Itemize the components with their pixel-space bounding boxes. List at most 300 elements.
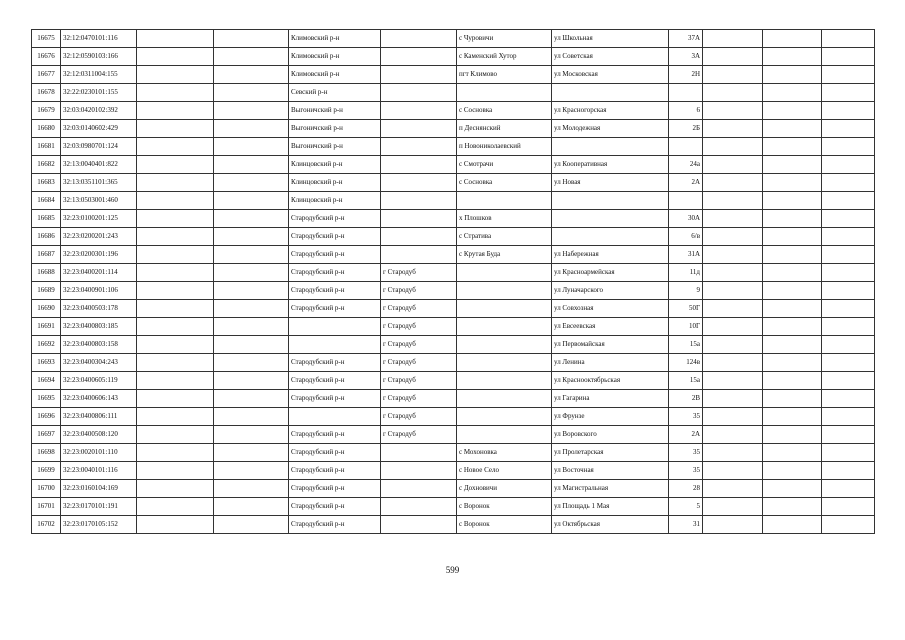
cell-empty [822, 426, 875, 444]
table-row [32, 102, 875, 120]
cell-district: Клинцовский р-н [289, 174, 381, 192]
cell-empty [763, 156, 822, 174]
cell-street: ул Советская [552, 48, 669, 66]
cell-empty [703, 156, 763, 174]
cell-cadastral-number: 32:23:0040101:116 [61, 462, 137, 480]
cell-empty [214, 48, 289, 66]
cell-district: Стародубский р-н [289, 228, 381, 246]
cell-cadastral-number: 32:03:0420102:392 [61, 102, 137, 120]
cell-empty [763, 228, 822, 246]
cell-district: Стародубский р-н [289, 354, 381, 372]
cell-empty [703, 48, 763, 66]
cell-empty [214, 336, 289, 354]
cell-number: 16681 [32, 138, 61, 156]
cell-street: ул Пролетарская [552, 444, 669, 462]
cell-cadastral-number: 32:12:0311004:155 [61, 66, 137, 84]
cell-empty [214, 390, 289, 408]
cell-empty [703, 84, 763, 102]
cell-empty [214, 318, 289, 336]
cell-cadastral-number: 32:23:0400806:111 [61, 408, 137, 426]
cell-number: 16700 [32, 480, 61, 498]
cell-number: 16691 [32, 318, 61, 336]
registry-table [31, 29, 875, 534]
cell-district: Стародубский р-н [289, 516, 381, 534]
cell-settlement [457, 408, 552, 426]
cell-cadastral-number: 32:23:0200201:243 [61, 228, 137, 246]
table-row [32, 30, 875, 48]
cell-district [289, 336, 381, 354]
cell-city: г Стародуб [381, 408, 457, 426]
page-number: 599 [445, 565, 460, 575]
cell-street [552, 192, 669, 210]
cell-empty [822, 354, 875, 372]
cell-cadastral-number: 32:03:0980701:124 [61, 138, 137, 156]
cell-empty [137, 372, 214, 390]
table-row [32, 372, 875, 390]
cell-empty [763, 192, 822, 210]
table-row [32, 300, 875, 318]
cell-number: 16692 [32, 336, 61, 354]
cell-city: г Стародуб [381, 354, 457, 372]
cell-district [289, 408, 381, 426]
table-row [32, 48, 875, 66]
cell-settlement [457, 264, 552, 282]
cell-cadastral-number: 32:23:0100201:125 [61, 210, 137, 228]
cell-cadastral-number: 32:23:0400201:114 [61, 264, 137, 282]
cell-settlement: с Стратива [457, 228, 552, 246]
cell-house: 6 [669, 102, 703, 120]
cell-settlement [457, 282, 552, 300]
cell-settlement [457, 318, 552, 336]
cell-house: 30А [669, 210, 703, 228]
cell-settlement [457, 372, 552, 390]
cell-settlement [457, 354, 552, 372]
table-row [32, 498, 875, 516]
cell-empty [703, 318, 763, 336]
cell-street: ул Первомайская [552, 336, 669, 354]
cell-house: 15а [669, 372, 703, 390]
cell-empty [822, 120, 875, 138]
cell-empty [822, 30, 875, 48]
table-row [32, 390, 875, 408]
cell-empty [703, 372, 763, 390]
table-row [32, 516, 875, 534]
cell-empty [137, 84, 214, 102]
cell-district: Климовский р-н [289, 48, 381, 66]
cell-number: 16701 [32, 498, 61, 516]
cell-number: 16676 [32, 48, 61, 66]
cell-cadastral-number: 32:13:0503001:460 [61, 192, 137, 210]
cell-street: ул Луначарского [552, 282, 669, 300]
cell-number: 16679 [32, 102, 61, 120]
cell-house: 35 [669, 462, 703, 480]
cell-house: 6/в [669, 228, 703, 246]
cell-house: 28 [669, 480, 703, 498]
cell-empty [703, 426, 763, 444]
cell-empty [822, 372, 875, 390]
cell-street: ул Кооперативная [552, 156, 669, 174]
cell-empty [214, 282, 289, 300]
cell-number: 16683 [32, 174, 61, 192]
table-row [32, 444, 875, 462]
cell-empty [137, 282, 214, 300]
cell-empty [822, 48, 875, 66]
cell-street: ул Воровского [552, 426, 669, 444]
cell-street: ул Октябрьская [552, 516, 669, 534]
cell-empty [137, 228, 214, 246]
table-row [32, 264, 875, 282]
table-row [32, 228, 875, 246]
cell-number: 16687 [32, 246, 61, 264]
cell-empty [763, 498, 822, 516]
cell-empty [763, 48, 822, 66]
cell-empty [137, 30, 214, 48]
cell-empty [137, 156, 214, 174]
cell-empty [137, 192, 214, 210]
cell-empty [822, 498, 875, 516]
cell-city [381, 228, 457, 246]
cell-settlement [457, 336, 552, 354]
cell-number: 16699 [32, 462, 61, 480]
cell-settlement: пгт Климово [457, 66, 552, 84]
cell-empty [137, 318, 214, 336]
cell-house: 10Г [669, 318, 703, 336]
cell-empty [703, 354, 763, 372]
cell-empty [763, 318, 822, 336]
cell-city [381, 462, 457, 480]
cell-empty [822, 246, 875, 264]
cell-street: ул Площадь 1 Мая [552, 498, 669, 516]
cell-cadastral-number: 32:22:0230101:155 [61, 84, 137, 102]
cell-empty [822, 228, 875, 246]
cell-empty [703, 336, 763, 354]
cell-empty [214, 354, 289, 372]
cell-cadastral-number: 32:23:0400606:143 [61, 390, 137, 408]
cell-empty [137, 300, 214, 318]
cell-district: Стародубский р-н [289, 480, 381, 498]
cell-empty [763, 282, 822, 300]
cell-empty [763, 408, 822, 426]
cell-empty [214, 426, 289, 444]
cell-empty [822, 408, 875, 426]
cell-house: 50Г [669, 300, 703, 318]
cell-city: г Стародуб [381, 318, 457, 336]
cell-city [381, 516, 457, 534]
cell-street: ул Московская [552, 66, 669, 84]
cell-street: ул Восточная [552, 462, 669, 480]
cell-number: 16688 [32, 264, 61, 282]
cell-district: Климовский р-н [289, 66, 381, 84]
cell-empty [822, 84, 875, 102]
cell-empty [703, 120, 763, 138]
cell-house: 35 [669, 408, 703, 426]
cell-cadastral-number: 32:23:0170101:191 [61, 498, 137, 516]
cell-empty [703, 174, 763, 192]
cell-empty [214, 408, 289, 426]
cell-number: 16684 [32, 192, 61, 210]
cell-house: 5 [669, 498, 703, 516]
cell-empty [763, 444, 822, 462]
cell-empty [822, 192, 875, 210]
cell-empty [214, 102, 289, 120]
cell-empty [137, 354, 214, 372]
cell-settlement: п Деснянский [457, 120, 552, 138]
table-row [32, 480, 875, 498]
cell-empty [214, 84, 289, 102]
cell-empty [763, 84, 822, 102]
cell-city [381, 102, 457, 120]
cell-cadastral-number: 32:23:0400901:106 [61, 282, 137, 300]
cell-district: Стародубский р-н [289, 498, 381, 516]
cell-district: Клинцовский р-н [289, 192, 381, 210]
cell-house: 124в [669, 354, 703, 372]
cell-empty [763, 246, 822, 264]
cell-house [669, 192, 703, 210]
table-row [32, 408, 875, 426]
cell-empty [214, 516, 289, 534]
cell-number: 16696 [32, 408, 61, 426]
cell-empty [703, 102, 763, 120]
cell-settlement: п Новониколаевский [457, 138, 552, 156]
cell-empty [763, 516, 822, 534]
cell-empty [214, 156, 289, 174]
cell-street: ул Совхозная [552, 300, 669, 318]
cell-cadastral-number: 32:23:0400508:120 [61, 426, 137, 444]
cell-empty [822, 516, 875, 534]
cell-empty [763, 390, 822, 408]
cell-empty [703, 264, 763, 282]
cell-street: ул Набережная [552, 246, 669, 264]
cell-house [669, 138, 703, 156]
cell-city [381, 66, 457, 84]
table-row [32, 426, 875, 444]
cell-number: 16678 [32, 84, 61, 102]
cell-settlement: с Крутая Буда [457, 246, 552, 264]
cell-empty [214, 30, 289, 48]
cell-cadastral-number: 32:12:0590103:166 [61, 48, 137, 66]
cell-street [552, 210, 669, 228]
cell-settlement: с Сосновка [457, 102, 552, 120]
cell-house: 2Н [669, 66, 703, 84]
cell-district [289, 318, 381, 336]
cell-empty [214, 480, 289, 498]
cell-empty [137, 210, 214, 228]
cell-district: Выгоничский р-н [289, 120, 381, 138]
cell-city: г Стародуб [381, 372, 457, 390]
cell-empty [822, 336, 875, 354]
cell-city [381, 210, 457, 228]
cell-empty [703, 462, 763, 480]
cell-number: 16693 [32, 354, 61, 372]
table-row [32, 192, 875, 210]
cell-street: ул Красногорская [552, 102, 669, 120]
cell-empty [137, 390, 214, 408]
cell-city [381, 444, 457, 462]
cell-empty [763, 66, 822, 84]
cell-city [381, 84, 457, 102]
cell-city: г Стародуб [381, 282, 457, 300]
cell-empty [214, 192, 289, 210]
cell-empty [703, 444, 763, 462]
cell-empty [763, 138, 822, 156]
cell-street: ул Фрунзе [552, 408, 669, 426]
cell-city: г Стародуб [381, 426, 457, 444]
cell-district: Стародубский р-н [289, 390, 381, 408]
cell-settlement [457, 426, 552, 444]
cell-house: 11д [669, 264, 703, 282]
cell-empty [703, 210, 763, 228]
table-row [32, 66, 875, 84]
cell-empty [822, 66, 875, 84]
cell-empty [763, 300, 822, 318]
cell-empty [763, 480, 822, 498]
cell-city: г Стародуб [381, 336, 457, 354]
cell-cadastral-number: 32:23:0200301:196 [61, 246, 137, 264]
cell-house: 2А [669, 174, 703, 192]
cell-street: ул Евсеевская [552, 318, 669, 336]
cell-empty [137, 444, 214, 462]
cell-number: 16702 [32, 516, 61, 534]
cell-empty [137, 516, 214, 534]
cell-house: 37А [669, 30, 703, 48]
registry-body [32, 30, 875, 534]
cell-settlement: х Плошков [457, 210, 552, 228]
cell-street: ул Молодежная [552, 120, 669, 138]
cell-empty [703, 480, 763, 498]
table-row [32, 174, 875, 192]
cell-empty [703, 246, 763, 264]
cell-empty [822, 174, 875, 192]
cell-empty [703, 408, 763, 426]
cell-house: 31 [669, 516, 703, 534]
cell-district: Стародубский р-н [289, 300, 381, 318]
cell-empty [763, 264, 822, 282]
cell-cadastral-number: 32:23:0160104:169 [61, 480, 137, 498]
cell-city [381, 174, 457, 192]
cell-empty [822, 480, 875, 498]
cell-number: 16698 [32, 444, 61, 462]
cell-street: ул Школьная [552, 30, 669, 48]
cell-empty [214, 228, 289, 246]
cell-city [381, 48, 457, 66]
cell-empty [137, 408, 214, 426]
cell-street: ул Красноармейская [552, 264, 669, 282]
cell-district: Стародубский р-н [289, 372, 381, 390]
cell-empty [703, 66, 763, 84]
cell-empty [214, 174, 289, 192]
cell-empty [703, 138, 763, 156]
cell-city [381, 192, 457, 210]
table-row [32, 282, 875, 300]
cell-district: Стародубский р-н [289, 426, 381, 444]
cell-empty [137, 462, 214, 480]
cell-empty [214, 372, 289, 390]
cell-district: Стародубский р-н [289, 282, 381, 300]
cell-number: 16677 [32, 66, 61, 84]
cell-empty [822, 444, 875, 462]
cell-settlement: с Мохоновка [457, 444, 552, 462]
cell-empty [214, 120, 289, 138]
cell-cadastral-number: 32:12:0470101:116 [61, 30, 137, 48]
cell-empty [763, 102, 822, 120]
cell-district: Стародубский р-н [289, 264, 381, 282]
cell-empty [214, 498, 289, 516]
cell-empty [214, 300, 289, 318]
cell-empty [763, 372, 822, 390]
table-row [32, 156, 875, 174]
cell-settlement: с Каменский Хутор [457, 48, 552, 66]
cell-cadastral-number: 32:23:0020101:110 [61, 444, 137, 462]
cell-settlement: с Воронок [457, 516, 552, 534]
cell-cadastral-number: 32:23:0170105:152 [61, 516, 137, 534]
cell-number: 16695 [32, 390, 61, 408]
cell-settlement [457, 192, 552, 210]
cell-house: 2Б [669, 120, 703, 138]
cell-empty [822, 390, 875, 408]
cell-city [381, 480, 457, 498]
table-row [32, 246, 875, 264]
cell-number: 16685 [32, 210, 61, 228]
cell-cadastral-number: 32:13:0040401:822 [61, 156, 137, 174]
cell-empty [703, 228, 763, 246]
cell-empty [214, 66, 289, 84]
table-row [32, 210, 875, 228]
cell-cadastral-number: 32:13:0351101:365 [61, 174, 137, 192]
cell-empty [703, 282, 763, 300]
cell-empty [763, 120, 822, 138]
cell-settlement: с Дохновичи [457, 480, 552, 498]
cell-empty [703, 516, 763, 534]
cell-empty [214, 462, 289, 480]
cell-house: 15а [669, 336, 703, 354]
cell-empty [214, 246, 289, 264]
cell-street [552, 228, 669, 246]
cell-number: 16697 [32, 426, 61, 444]
cell-empty [822, 318, 875, 336]
cell-street: ул Магистральная [552, 480, 669, 498]
cell-city: г Стародуб [381, 264, 457, 282]
cell-number: 16682 [32, 156, 61, 174]
cell-house: 3А [669, 48, 703, 66]
cell-empty [763, 30, 822, 48]
cell-city: г Стародуб [381, 390, 457, 408]
cell-street [552, 138, 669, 156]
cell-city [381, 246, 457, 264]
cell-empty [137, 426, 214, 444]
cell-street: ул Новая [552, 174, 669, 192]
cell-cadastral-number: 32:23:0400803:158 [61, 336, 137, 354]
cell-empty [137, 264, 214, 282]
cell-house: 24а [669, 156, 703, 174]
cell-district: Стародубский р-н [289, 246, 381, 264]
cell-empty [137, 138, 214, 156]
cell-empty [137, 498, 214, 516]
cell-house [669, 84, 703, 102]
cell-empty [703, 498, 763, 516]
cell-empty [137, 336, 214, 354]
cell-cadastral-number: 32:23:0400605:119 [61, 372, 137, 390]
cell-empty [763, 210, 822, 228]
cell-street: ул Гагарина [552, 390, 669, 408]
cell-street [552, 84, 669, 102]
cell-city [381, 498, 457, 516]
cell-empty [763, 354, 822, 372]
cell-settlement [457, 300, 552, 318]
cell-empty [822, 300, 875, 318]
cell-settlement: с Воронок [457, 498, 552, 516]
cell-settlement: с Сосновка [457, 174, 552, 192]
cell-city: г Стародуб [381, 300, 457, 318]
